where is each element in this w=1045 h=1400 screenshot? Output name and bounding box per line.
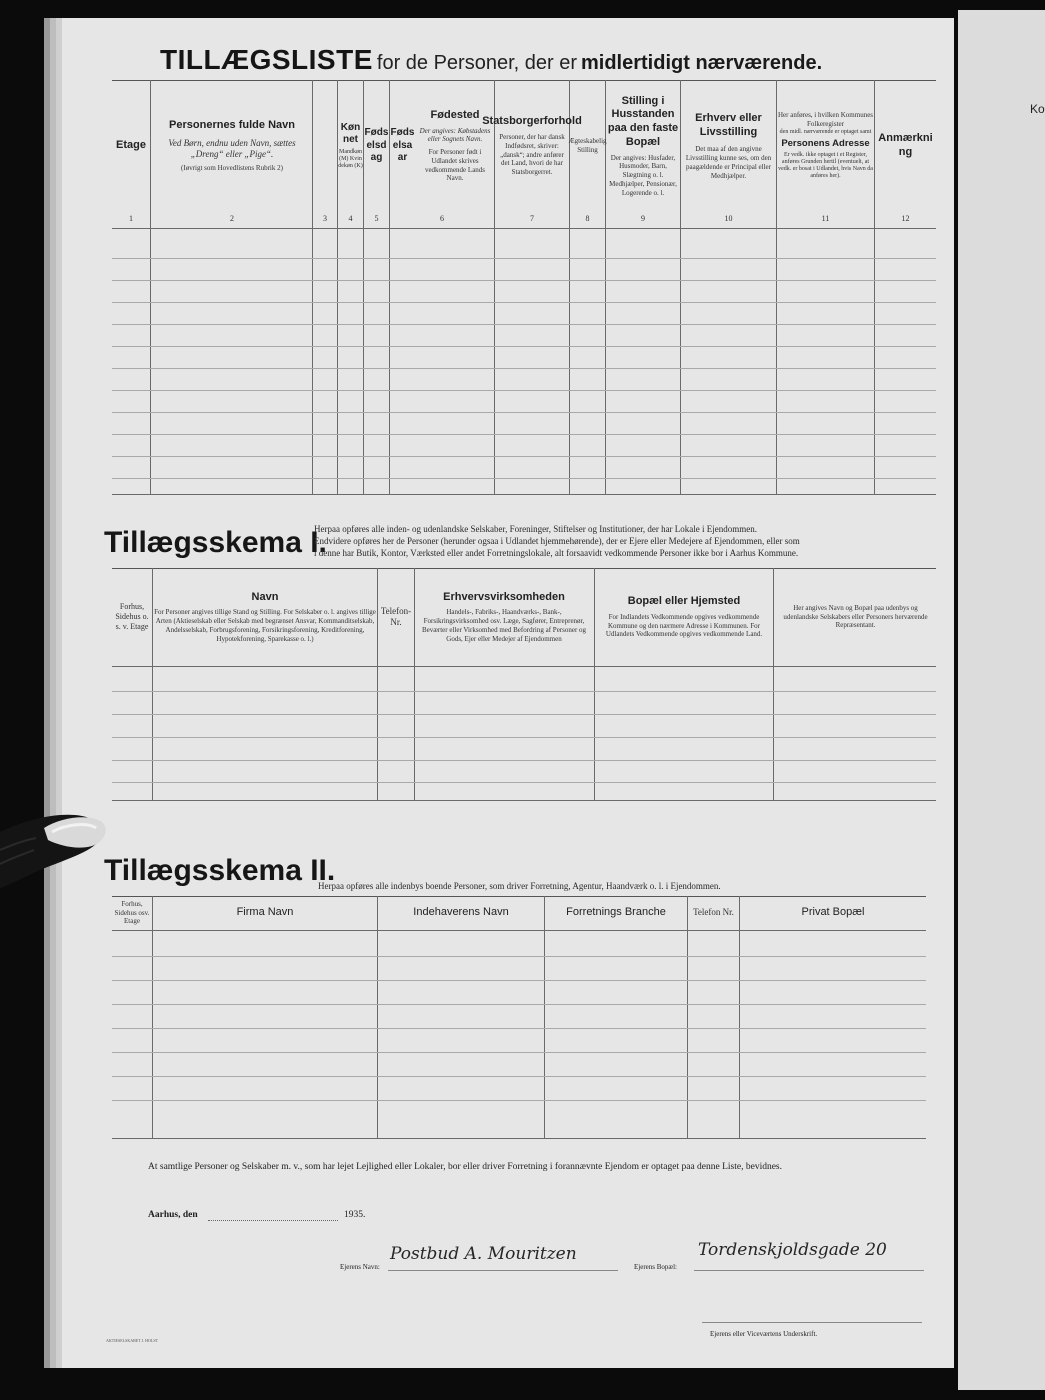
skema1-title: Tillægsskema I. — [104, 526, 327, 559]
skema1-col-business: Erhvervsvirksomheden Handels-, Fabriks-, Haandværks-, Bank-, Forsikringsvirksomhed osv. Læge, Sagfører, Entreprenør, Beværter eller Virksomhed med Befordring af Personer og Gods, Ejer eller Medejer af Ejendommen — [421, 590, 587, 643]
col-citizenship: Statsborgerforhold Personer, der har dansk Indfødsret, skriver: „dansk“; andre anfører det Land, hvori de har Statsborgerret. — [482, 115, 582, 176]
col-remarks: Anmærkning — [878, 132, 933, 158]
owner-name-label: Ejerens Navn: — [340, 1263, 380, 1271]
col-birthplace: Fødested Der angives: Købstadens eller Sognets Navn. For Personer født i Udlandet skrives vedkommende Lands Navn. — [419, 108, 491, 183]
skema1-description: Herpaa opføres alle inden- og udenlandske Selskaber, Foreninger, Stiftelser og Institutioner, der har Lokale i Ejendommen. Endvidere opføres her de Personer (herunder ogsaa i Udlandet hjemmehørende), der er Ejere eller Medejere af Ejendommen, eller som i denne har Butik, Kontor, Værksted eller andet Forretningslokale, alt forsaavidt vedkommende Personer ikke bor i Aarhus Kommune. — [314, 524, 800, 559]
year-label: 1935. — [344, 1210, 366, 1220]
skema2-title: Tillægsskema II. — [104, 854, 336, 887]
skema1-col-name: Navn For Personer angives tillige Stand og Stilling. For Selskaber o. l. angives tillige Arten (Aktieselskab eller Selskab med begrænset Ansvar, Kommanditselskab, Andelsselskab, Forbrugsforening, Forsikringsforening, Kreditforening, Hypotekforening, Sparekasse o. l.) — [154, 590, 376, 643]
col-marital: Ægteskabelig Stilling — [568, 137, 607, 154]
title-part1: for de Personer, der er — [376, 52, 577, 74]
owner-address-handwritten: Tordenskjoldsgade 20 — [698, 1240, 887, 1260]
skema2-description: Herpaa opføres alle indenbys boende Personer, som driver Forretning, Agentur, Haandværk o. l. i Ejendommen. — [318, 881, 721, 891]
owner-name-handwritten: Postbud A. Mouritzen — [390, 1244, 577, 1264]
skema2-col-phone: Telefon Nr. — [693, 907, 734, 918]
printer-mark: AKTIESELSKABET J. HOLST — [106, 1338, 159, 1343]
page-title — [160, 44, 822, 76]
owner-address-label: Ejerens Bopæl: — [634, 1263, 677, 1271]
form-page: TILLÆGSLISTE for de Personer, der er midlertidigt nærværende. Etage Personernes fulde Navn Ved Børn, endnu uden Navn, sættes „Dreng“ eller „Pige“. (Iøvrigt som Hovedlistens Rubrik 2) Kønnet Mandkøn (M) Kvindekøn (K) Fødselsdag Fødselsaar Fødested Der angives: Købstadens eller Sognets Navn. For Personer født i Udlandet skrives vedkommende Lands Navn. Statsborgerforhold Personer, der har dansk Indfødsret, skriver: „dansk“; andre anfører det Land, hvori de har Statsborgerret. Ægteskabelig Stilling Stilling i Husstanden paa den faste Bopæl Der angives: Husfader, Husmoder, Barn, Slægtning o. l. Medhjælper, Pensionær, Logerende o. l. Erhverv eller Livsstilling Det maa af den angivne Livsstilling kunne ses, om den paagældende er Principal eller Medhjælper. Her anføres, i hvilken Kommunes Folkeregister den midl. nærværende er optaget samt Personens Adresse Er vedk. ikke optaget i et Register, anføres Grunden hertil (eventuelt, at vedk. er bosat i Udlandet, hvis Navn da anføres her). Anmærkning 1 2 3 4 5 6 7 8 9 10 11 12 Tillægsskema I. Herpaa opføres alle inden- og udenlandske Selskaber, Foreninger, Stiftelser og Institutioner, der har Lokale i Ejendommen. Endvidere opføres her de Personer (herunder ogsaa i Udlandet hjemmehørende), der er Ejere eller Medejere af Ejendommen, eller som i denne har Butik, Kontor, Værksted eller andet Forretningslokale, alt forsaavidt vedkommende Personer ikke bor i Aarhus Kommune. Forhus, Sidehus o. s. v. Etage Navn For Personer angives tillige Stand og Stilling. For Selskaber o. l. angives tillige Arten (Aktieselskab eller Selskab med begrænset Ansvar, Kommanditselskab, Andelsselskab, Forbrugsforening, Forsikringsforening, Kreditforening, Hypotekforening, Sparekasse o. l.) Telefon-Nr. Erhvervsvirksomheden Handels-, Fabriks-, Haandværks-, Bank-, Forsikringsvirksomhed osv. Læge, Sagfører, Entreprenør, Beværter eller Virksomhed med Befordring af Personer og Gods, Ejer eller Medejer af Ejendommen Bopæl eller Hjemsted For Indlandets Vedkommende opgives vedkommende Kommune og den nærmere Adresse i Kommunen. For Udlandets Vedkommende opgives vedkommende Land. Her angives Navn og Bopæl paa udenbys og udenlandske Selskabers eller Personers herværende Repræsentant. Tillægsskema II. Herpaa opføres alle indenbys boende Personer, som driver Forretning, Agentur, Haandværk o. l. i Ejendommen. Forhus, Sidehus osv. Etage Firma Navn Indehaverens Navn Forretnings Branche Telefon Nr. Privat Bopæl At samtlige Personer og Selskaber m. v., som har lejet Lejlighed eller Lokaler, bor eller driver Forretning i forannævnte Ejendom er optaget paa denne Liste, bevidnes. Aarhus, den 1935. Ejerens Navn: Postbud A. Mouritzen Ejerens Bopæl: Tordenskjoldsgade 20 Ejerens eller Viceværtens Underskrift. AKTIESELSKABET J. HOLST — [62, 18, 954, 1368]
skema1-col-representative: Her angives Navn og Bopæl paa udenbys og udenlandske Selskabers eller Personers herværende Repræsentant. — [783, 603, 928, 630]
col-birthday: Fødselsdag — [364, 127, 389, 164]
col-gender: Kønnet Mandkøn (M) Kvindekøn (K) — [338, 121, 363, 170]
skema1-col-residence: Bopæl eller Hjemsted For Indlandets Vedkommende opgives vedkommende Kommune og den nærmere Adresse i Kommunen. For Udlandets Vedkommende opgives vedkommende Land. — [605, 595, 763, 639]
skema2-col-owner: Indehaverens Navn — [413, 906, 509, 919]
col-name: Personernes fulde Navn Ved Børn, endnu uden Navn, sættes „Dreng“ eller „Pige“. (Iøvrigt som Hovedlistens Rubrik 2) — [168, 119, 296, 173]
title-part2: midlertidigt nærværende. — [581, 52, 823, 74]
signature-label: Ejerens eller Viceværtens Underskrift. — [710, 1330, 818, 1338]
place-label: Aarhus, den — [148, 1210, 198, 1220]
skema1-col-etage: Forhus, Sidehus o. s. v. Etage — [115, 602, 149, 631]
skema2-col-address: Privat Bopæl — [801, 906, 865, 919]
skema2-col-etage: Forhus, Sidehus osv. Etage — [114, 900, 150, 926]
col-etage: Etage — [116, 139, 146, 152]
col-birthyear: Fødselsaar — [390, 127, 415, 164]
adjacent-page-fragment: Ko — [1030, 102, 1045, 116]
col-registry: Her anføres, i hvilken Kommunes Folkeregister den midl. nærværende er optaget samt Personens Adresse Er vedk. ikke optaget i et Register, anføres Grunden hertil (eventuelt, at vedk. er bosat i Udlandet, hvis Navn da anføres her). — [777, 111, 874, 180]
col-occupation: Erhverv eller Livsstilling Det maa af den angivne Livsstilling kunne ses, om den paagældende er Principal eller Medhjælper. — [685, 111, 772, 180]
thumb-image — [0, 810, 110, 890]
skema2-col-branch: Forretnings Branche — [566, 906, 666, 919]
adjacent-page — [958, 10, 1045, 1390]
title-main: TILLÆGSLISTE — [160, 44, 373, 75]
skema1-col-phone: Telefon-Nr. — [380, 605, 412, 627]
col-household: Stilling i Husstanden paa den faste Bopæl Der angives: Husfader, Husmoder, Barn, Slægtning o. l. Medhjælper, Pensionær, Logerende o. l. — [607, 94, 679, 197]
skema2-col-firm: Firma Navn — [236, 906, 294, 919]
attestation-statement: At samtlige Personer og Selskaber m. v., som har lejet Lejlighed eller Lokaler, bor eller driver Forretning i forannævnte Ejendom er optaget paa denne Liste, bevidnes. — [148, 1162, 782, 1172]
